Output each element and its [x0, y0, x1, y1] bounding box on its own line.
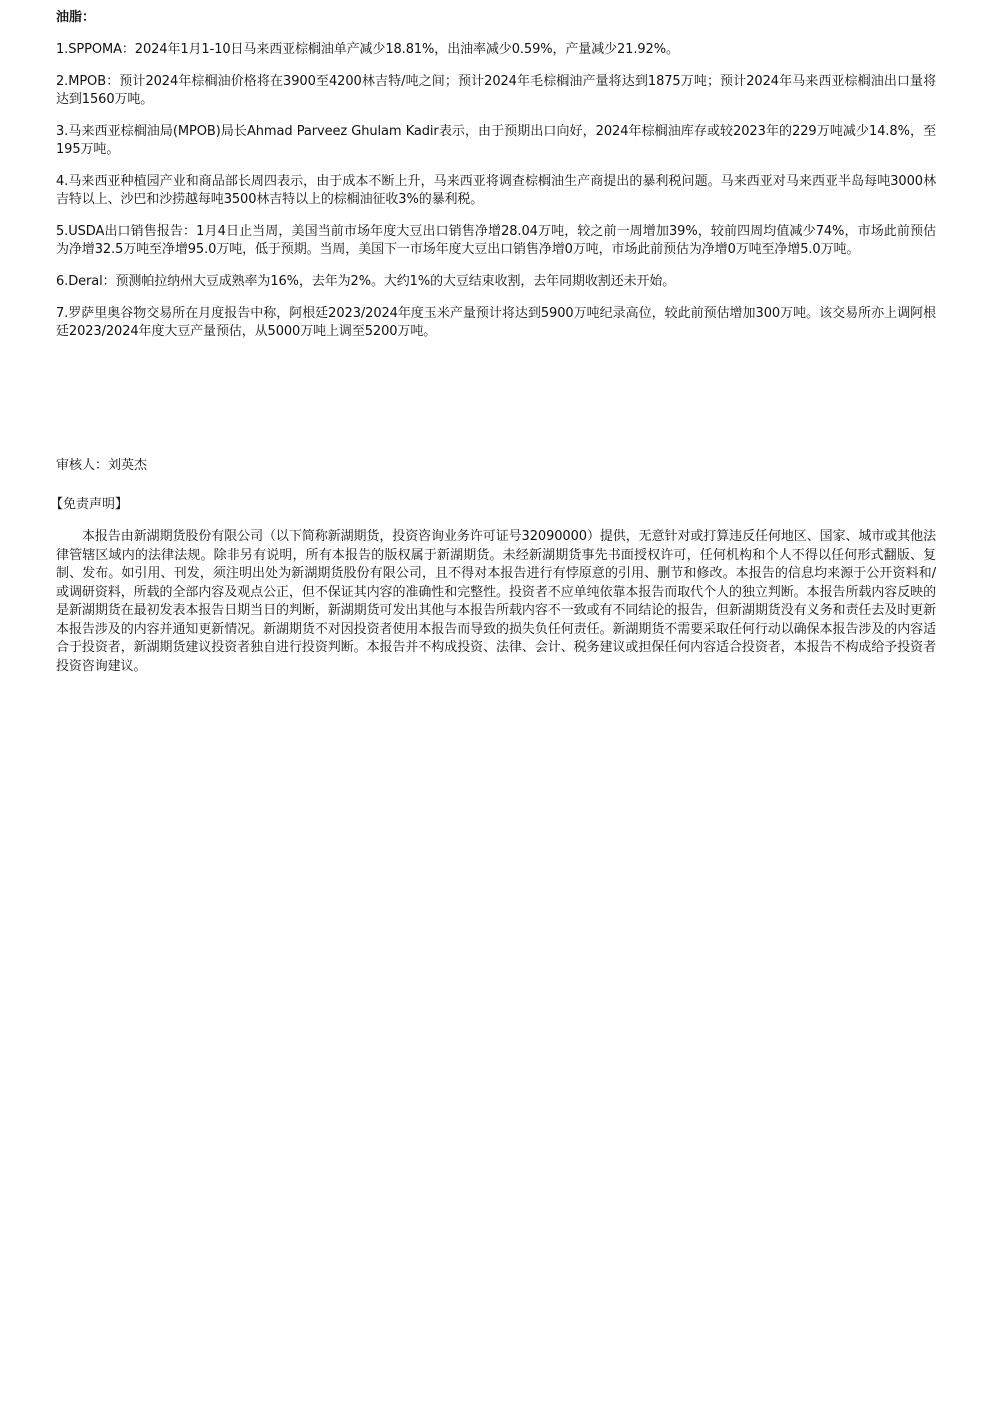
news-item-7: 7.罗萨里奥谷物交易所在月度报告中称，阿根廷2023/2024年度玉米产量预计将达到5900万吨纪录高位，较此前预估增加300万吨。该交易所亦上调阿根廷2023/2024年度大豆产量预估，从5000万吨上调至5200万吨。 — [56, 306, 936, 339]
news-item-4: 4.马来西亚种植园产业和商品部长周四表示，由于成本不断上升，马来西亚将调查棕榈油生产商提出的暴利税问题。马来西亚对马来西亚半岛每吨3000林吉特以上、沙巴和沙捞越每吨3500林吉特以上的棕榈油征收3%的暴利税。 — [56, 174, 936, 207]
section-heading: 油脂： — [56, 10, 96, 25]
news-item-6: 6.Deral：预测帕拉纳州大豆成熟率为16%，去年为2%。大约1%的大豆结束收割，去年同期收割还未开始。 — [56, 274, 676, 289]
news-list — [56, 41, 936, 355]
disclaimer-title: 【免责声明】 — [50, 497, 129, 512]
news-item-3: 3.马来西亚棕榈油局(MPOB)局长Ahmad Parveez Ghulam Kadir表示，由于预期出口向好，2024年棕榈油库存或较2023年的229万吨减少14.8%，至195万吨。 — [56, 124, 936, 157]
disclaimer-body: 本报告由新湖期货股份有限公司（以下简称新湖期货，投资咨询业务许可证号32090000）提供，无意针对或打算违反任何地区、国家、城市或其他法律管辖区域内的法律法规。除非另有说明，所有本报告的版权属于新湖期货。未经新湖期货事先书面授权许可，任何机构和个人不得以任何形式翻版、复制、发布。如引用、刊发，须注明出处为新湖期货股份有限公司，且不得对本报告进行有悖原意的引用、删节和修改。本报告的信息均来源于公开资料和/或调研资料，所载的全部内容及观点公正，但不保证其内容的准确性和完整性。投资者不应单纯依靠本报告而取代个人的独立判断。本报告所载内容反映的是新湖期货在最初发表本报告日期当日的判断，新湖期货可发出其他与本报告所载内容不一致或有不同结论的报告，但新湖期货没有义务和责任去及时更新本报告涉及的内容并通知更新情况。新湖期货不对因投资者使用本报告而导致的损失负任何责任。新湖期货不需要采取任何行动以确保本报告涉及的内容适合于投资者，新湖期货建议投资者独自进行投资判断。本报告并不构成投资、法律、会计、税务建议或担保任何内容适合投资者，本报告不构成给予投资者投资咨询建议。 — [56, 529, 936, 674]
news-item-2: 2.MPOB：预计2024年棕榈油价格将在3900至4200林吉特/吨之间；预计2024年毛棕榈油产量将达到1875万吨；预计2024年马来西亚棕榈油出口量将达到1560万吨。 — [56, 74, 936, 107]
news-item-5: 5.USDA出口销售报告：1月4日止当周，美国当前市场年度大豆出口销售净增28.04万吨，较之前一周增加39%，较前四周均值减少74%，市场此前预估为净增32.5万吨至净增95.0万吨，低于预期。当周，美国下一市场年度大豆出口销售净增0万吨，市场此前预估为净增0万吨至净增5.0万吨。 — [56, 224, 936, 257]
news-item-1: 1.SPPOMA：2024年1月1-10日马来西亚棕榈油单产减少18.81%，出油率减少0.59%，产量减少21.92%。 — [56, 42, 679, 57]
reviewer-line: 审核人：刘英杰 — [56, 458, 148, 473]
